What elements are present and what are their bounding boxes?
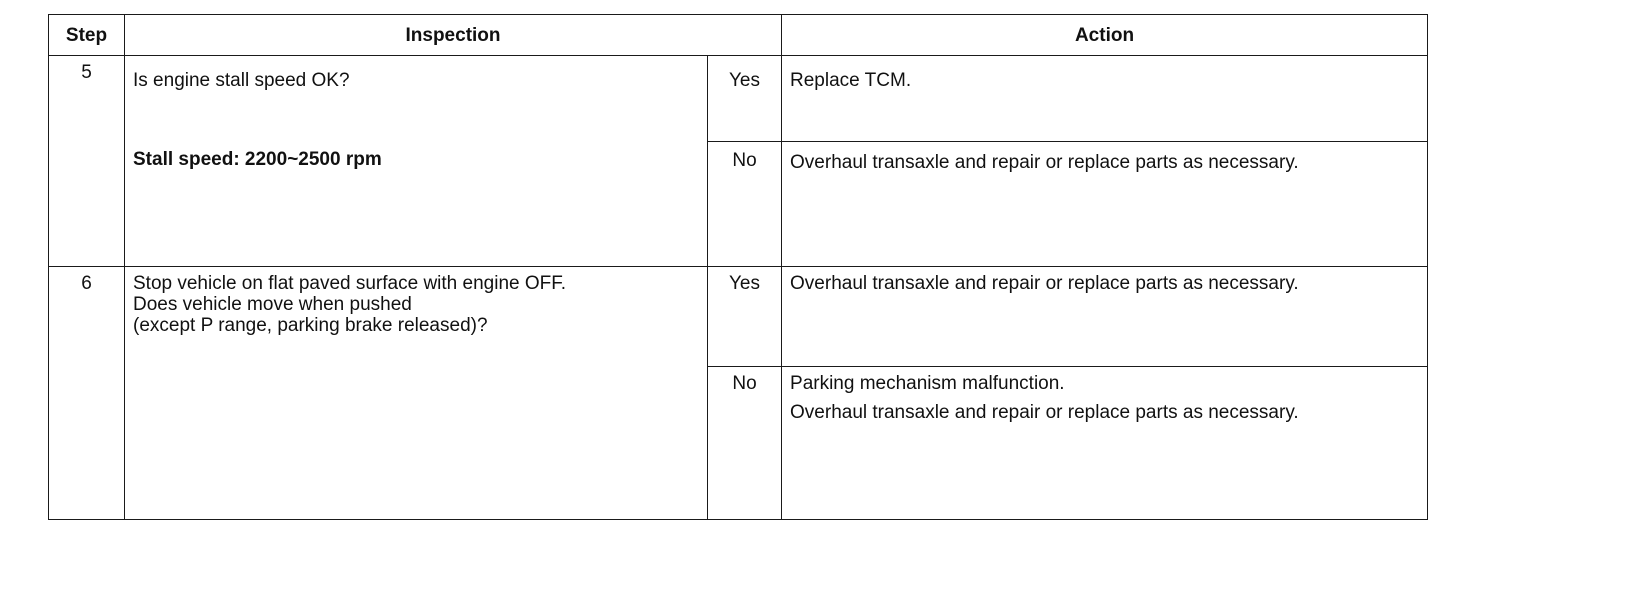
yes-label-cell: [708, 266, 782, 366]
table-row: [49, 266, 1428, 366]
step-number: 5: [81, 62, 92, 83]
inspection-cell: [125, 266, 708, 519]
yes-label: Yes: [729, 70, 760, 91]
yes-action: Overhaul transaxle and repair or replace parts as necessary.: [790, 272, 1299, 294]
inspection-question-line: (except P range, parking brake released)?: [133, 314, 488, 336]
diagnosis-table: [48, 14, 1428, 520]
header-action: Action: [782, 15, 1428, 56]
no-action-line: Parking mechanism malfunction.: [790, 373, 1065, 395]
no-label: No: [732, 150, 757, 172]
no-action-cell: [782, 142, 1428, 267]
yes-action-cell: [782, 266, 1428, 366]
yes-action: Replace TCM.: [790, 70, 912, 91]
no-action-cell: [782, 367, 1428, 520]
header-inspection: Inspection: [125, 15, 782, 56]
step-number-cell: [49, 56, 125, 267]
no-action-line: Overhaul transaxle and repair or replace parts as necessary.: [790, 402, 1299, 424]
inspection-question-line: Does vehicle move when pushed: [133, 293, 412, 315]
header-step: Step: [49, 15, 125, 56]
no-label: No: [732, 373, 757, 395]
yes-label-cell: [708, 56, 782, 142]
yes-action-cell: [782, 56, 1428, 142]
yes-label: Yes: [729, 272, 760, 294]
no-action: Overhaul transaxle and repair or replace parts as necessary.: [790, 152, 1299, 174]
table-header-row: [49, 15, 1428, 56]
inspection-question-line: Stop vehicle on flat paved surface with engine OFF.: [133, 272, 567, 294]
step-number-cell: [49, 266, 125, 519]
inspection-spec: Stall speed: 2200~2500 rpm: [133, 149, 382, 170]
no-label-cell: [708, 142, 782, 267]
inspection-cell: [125, 56, 708, 267]
table-row: [49, 56, 1428, 142]
no-label-cell: [708, 367, 782, 520]
inspection-question: Is engine stall speed OK?: [133, 70, 350, 91]
step-number: 6: [81, 272, 92, 294]
